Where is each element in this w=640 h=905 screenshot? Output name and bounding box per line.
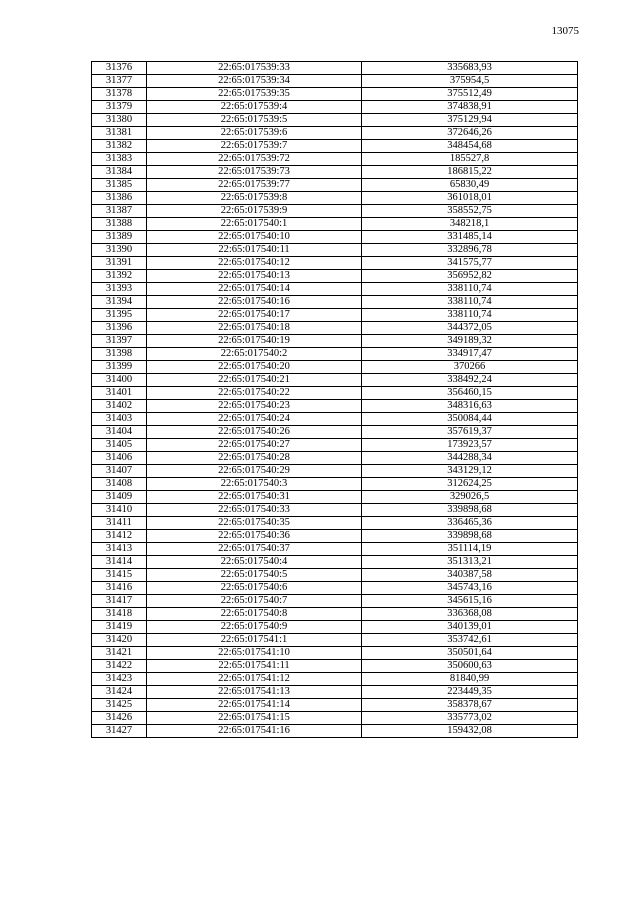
row-number-cell: 31391 [92,257,147,270]
value-cell: 357619,37 [362,426,578,439]
table-row [92,140,578,153]
table-row [92,439,578,452]
value-cell: 358552,75 [362,205,578,218]
value-cell: 341575,77 [362,257,578,270]
cadastral-number-cell: 22:65:017539:9 [147,205,362,218]
row-number-cell: 31384 [92,166,147,179]
cadastral-number-cell: 22:65:017541:12 [147,673,362,686]
value-cell: 336368,08 [362,608,578,621]
table-row [92,387,578,400]
value-cell: 339898,68 [362,504,578,517]
cadastral-number-cell: 22:65:017540:2 [147,348,362,361]
table-row [92,556,578,569]
table-row [92,75,578,88]
row-number-cell: 31376 [92,62,147,75]
table-row [92,348,578,361]
row-number-cell: 31398 [92,348,147,361]
table-row [92,88,578,101]
row-number-cell: 31401 [92,387,147,400]
row-number-cell: 31411 [92,517,147,530]
row-number-cell: 31412 [92,530,147,543]
table-row [92,725,578,738]
table-row [92,62,578,75]
value-cell: 340387,58 [362,569,578,582]
table-row [92,153,578,166]
cadastral-number-cell: 22:65:017540:4 [147,556,362,569]
value-cell: 350501,64 [362,647,578,660]
cadastral-number-cell: 22:65:017540:31 [147,491,362,504]
value-cell: 356460,15 [362,387,578,400]
value-cell: 312624,25 [362,478,578,491]
row-number-cell: 31404 [92,426,147,439]
table-row [92,309,578,322]
table-row [92,127,578,140]
table-row [92,335,578,348]
row-number-cell: 31379 [92,101,147,114]
cadastral-number-cell: 22:65:017540:9 [147,621,362,634]
table-row [92,647,578,660]
row-number-cell: 31419 [92,621,147,634]
row-number-cell: 31418 [92,608,147,621]
row-number-cell: 31424 [92,686,147,699]
row-number-cell: 31381 [92,127,147,140]
row-number-cell: 31394 [92,296,147,309]
row-number-cell: 31389 [92,231,147,244]
table-row [92,270,578,283]
table-row [92,179,578,192]
row-number-cell: 31407 [92,465,147,478]
row-number-cell: 31396 [92,322,147,335]
row-number-cell: 31388 [92,218,147,231]
row-number-cell: 31413 [92,543,147,556]
value-cell: 348316,63 [362,400,578,413]
table-row [92,101,578,114]
cadastral-number-cell: 22:65:017540:21 [147,374,362,387]
row-number-cell: 31421 [92,647,147,660]
cadastral-number-cell: 22:65:017541:15 [147,712,362,725]
value-cell: 344372,05 [362,322,578,335]
value-cell: 332896,78 [362,244,578,257]
value-cell: 223449,35 [362,686,578,699]
row-number-cell: 31422 [92,660,147,673]
value-cell: 348454,68 [362,140,578,153]
cadastral-number-cell: 22:65:017540:10 [147,231,362,244]
table-row [92,400,578,413]
cadastral-number-cell: 22:65:017540:11 [147,244,362,257]
table-row [92,452,578,465]
cadastral-number-cell: 22:65:017540:12 [147,257,362,270]
row-number-cell: 31382 [92,140,147,153]
cadastral-number-cell: 22:65:017540:13 [147,270,362,283]
value-cell: 349189,32 [362,335,578,348]
cadastral-number-cell: 22:65:017539:8 [147,192,362,205]
value-cell: 372646,26 [362,127,578,140]
cadastral-number-cell: 22:65:017541:13 [147,686,362,699]
cadastral-number-cell: 22:65:017540:36 [147,530,362,543]
row-number-cell: 31409 [92,491,147,504]
value-cell: 338110,74 [362,296,578,309]
cadastral-number-cell: 22:65:017540:20 [147,361,362,374]
row-number-cell: 31427 [92,725,147,738]
table-row [92,361,578,374]
table-row [92,114,578,127]
cadastral-number-cell: 22:65:017541:10 [147,647,362,660]
table-row [92,218,578,231]
value-cell: 345615,16 [362,595,578,608]
cadastral-number-cell: 22:65:017540:5 [147,569,362,582]
cadastral-number-cell: 22:65:017541:1 [147,634,362,647]
table-row [92,517,578,530]
cadastral-number-cell: 22:65:017539:7 [147,140,362,153]
row-number-cell: 31385 [92,179,147,192]
value-cell: 339898,68 [362,530,578,543]
row-number-cell: 31380 [92,114,147,127]
value-cell: 345743,16 [362,582,578,595]
value-cell: 358378,67 [362,699,578,712]
row-number-cell: 31378 [92,88,147,101]
row-number-cell: 31397 [92,335,147,348]
table-row [92,296,578,309]
value-cell: 351313,21 [362,556,578,569]
value-cell: 370266 [362,361,578,374]
row-number-cell: 31405 [92,439,147,452]
cadastral-number-cell: 22:65:017540:1 [147,218,362,231]
cadastral-number-cell: 22:65:017540:33 [147,504,362,517]
cadastral-number-cell: 22:65:017539:77 [147,179,362,192]
cadastral-number-cell: 22:65:017540:35 [147,517,362,530]
cadastral-number-cell: 22:65:017539:35 [147,88,362,101]
table-row [92,595,578,608]
value-cell: 351114,19 [362,543,578,556]
table-row [92,543,578,556]
page-number: 13075 [551,25,579,37]
cadastral-value-table [91,61,578,738]
row-number-cell: 31383 [92,153,147,166]
value-cell: 343129,12 [362,465,578,478]
table-row [92,413,578,426]
table-row [92,426,578,439]
value-cell: 335773,02 [362,712,578,725]
value-cell: 353742,61 [362,634,578,647]
row-number-cell: 31402 [92,400,147,413]
value-cell: 338110,74 [362,309,578,322]
row-number-cell: 31392 [92,270,147,283]
row-number-cell: 31399 [92,361,147,374]
row-number-cell: 31425 [92,699,147,712]
table-row [92,699,578,712]
cadastral-number-cell: 22:65:017540:24 [147,413,362,426]
cadastral-number-cell: 22:65:017539:72 [147,153,362,166]
value-cell: 185527,8 [362,153,578,166]
table-row [92,283,578,296]
row-number-cell: 31426 [92,712,147,725]
value-cell: 334917,47 [362,348,578,361]
cadastral-number-cell: 22:65:017540:29 [147,465,362,478]
value-cell: 340139,01 [362,621,578,634]
cadastral-number-cell: 22:65:017539:5 [147,114,362,127]
cadastral-number-cell: 22:65:017540:7 [147,595,362,608]
value-cell: 329026,5 [362,491,578,504]
row-number-cell: 31390 [92,244,147,257]
cadastral-number-cell: 22:65:017539:33 [147,62,362,75]
value-cell: 375954,5 [362,75,578,88]
value-cell: 335683,93 [362,62,578,75]
cadastral-number-cell: 22:65:017541:16 [147,725,362,738]
row-number-cell: 31387 [92,205,147,218]
value-cell: 356952,82 [362,270,578,283]
row-number-cell: 31408 [92,478,147,491]
cadastral-number-cell: 22:65:017540:18 [147,322,362,335]
table-row [92,608,578,621]
table-row [92,244,578,257]
table-row [92,634,578,647]
row-number-cell: 31420 [92,634,147,647]
cadastral-number-cell: 22:65:017540:16 [147,296,362,309]
cadastral-number-cell: 22:65:017541:14 [147,699,362,712]
table-row [92,491,578,504]
table-row [92,686,578,699]
value-cell: 336465,36 [362,517,578,530]
table-row [92,569,578,582]
cadastral-number-cell: 22:65:017540:8 [147,608,362,621]
cadastral-number-cell: 22:65:017541:11 [147,660,362,673]
table-row [92,530,578,543]
table-row [92,504,578,517]
cadastral-number-cell: 22:65:017540:27 [147,439,362,452]
value-cell: 375512,49 [362,88,578,101]
cadastral-number-cell: 22:65:017539:73 [147,166,362,179]
row-number-cell: 31393 [92,283,147,296]
table-row [92,712,578,725]
row-number-cell: 31416 [92,582,147,595]
table-row [92,166,578,179]
row-number-cell: 31403 [92,413,147,426]
row-number-cell: 31386 [92,192,147,205]
table-row [92,621,578,634]
row-number-cell: 31395 [92,309,147,322]
table-row [92,673,578,686]
cadastral-number-cell: 22:65:017540:28 [147,452,362,465]
table-row [92,192,578,205]
cadastral-number-cell: 22:65:017540:26 [147,426,362,439]
table-row [92,257,578,270]
cadastral-number-cell: 22:65:017540:6 [147,582,362,595]
cadastral-number-cell: 22:65:017539:4 [147,101,362,114]
cadastral-number-cell: 22:65:017540:37 [147,543,362,556]
cadastral-number-cell: 22:65:017540:19 [147,335,362,348]
cadastral-number-cell: 22:65:017539:34 [147,75,362,88]
value-cell: 350084,44 [362,413,578,426]
cadastral-number-cell: 22:65:017540:14 [147,283,362,296]
table-row [92,478,578,491]
row-number-cell: 31406 [92,452,147,465]
value-cell: 374838,91 [362,101,578,114]
value-cell: 361018,01 [362,192,578,205]
table-row [92,660,578,673]
value-cell: 81840,99 [362,673,578,686]
table-row [92,465,578,478]
row-number-cell: 31423 [92,673,147,686]
value-cell: 338110,74 [362,283,578,296]
row-number-cell: 31400 [92,374,147,387]
cadastral-number-cell: 22:65:017540:23 [147,400,362,413]
table-row [92,582,578,595]
value-cell: 344288,34 [362,452,578,465]
cadastral-number-cell: 22:65:017540:3 [147,478,362,491]
table-row [92,322,578,335]
cadastral-number-cell: 22:65:017540:22 [147,387,362,400]
cadastral-number-cell: 22:65:017540:17 [147,309,362,322]
value-cell: 331485,14 [362,231,578,244]
value-cell: 173923,57 [362,439,578,452]
value-cell: 65830,49 [362,179,578,192]
row-number-cell: 31410 [92,504,147,517]
row-number-cell: 31415 [92,569,147,582]
value-cell: 159432,08 [362,725,578,738]
table-row [92,205,578,218]
row-number-cell: 31417 [92,595,147,608]
table-row [92,374,578,387]
value-cell: 186815,22 [362,166,578,179]
value-cell: 338492,24 [362,374,578,387]
value-cell: 348218,1 [362,218,578,231]
cadastral-number-cell: 22:65:017539:6 [147,127,362,140]
value-cell: 375129,94 [362,114,578,127]
row-number-cell: 31414 [92,556,147,569]
row-number-cell: 31377 [92,75,147,88]
table-row [92,231,578,244]
value-cell: 350600,63 [362,660,578,673]
table-body [92,62,578,738]
